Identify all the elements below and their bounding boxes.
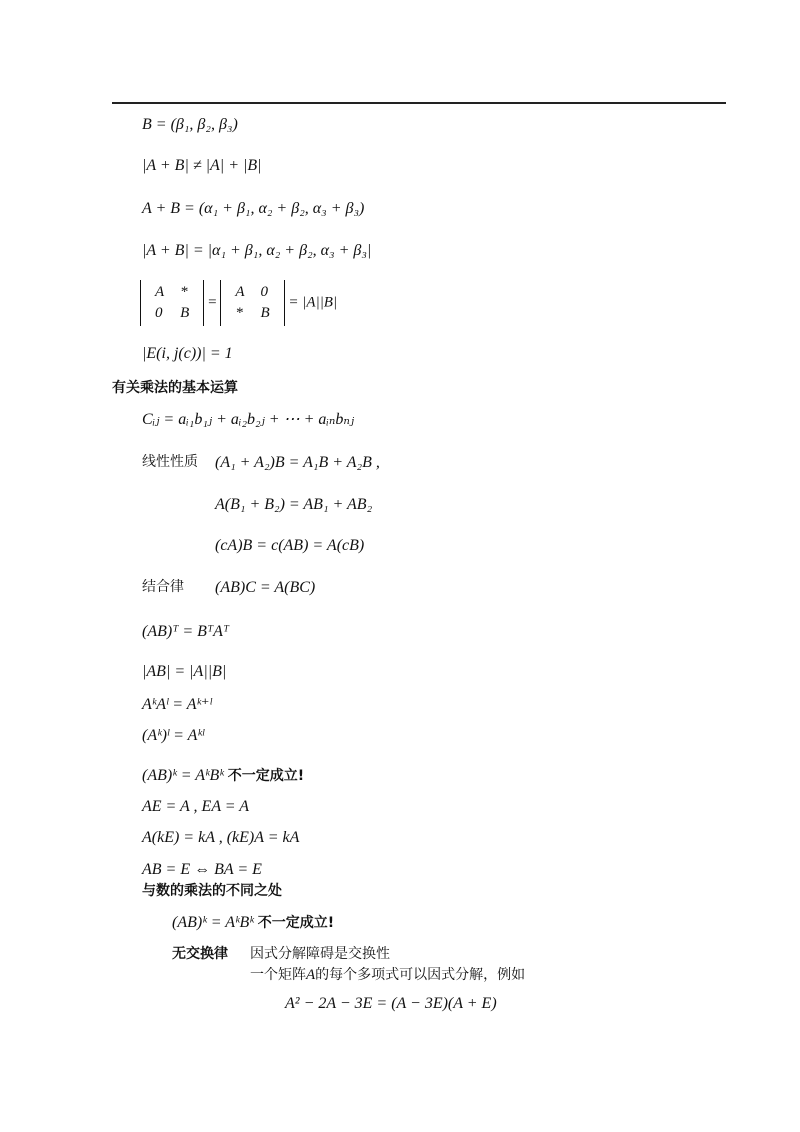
eq-elementary-det: |E(i, j(c))| = 1 — [142, 345, 233, 362]
cell: * — [235, 305, 243, 321]
note-not-always-repeat: 不一定成立! — [257, 915, 335, 931]
eq-power-power: (Aᵏ)ˡ = Aᵏˡ — [142, 727, 205, 744]
eq-power-ab-math: (AB)ᵏ = AᵏBᵏ — [142, 767, 224, 784]
eq-scalar-identity: A(kE) = kA , (kE)A = kA — [142, 829, 300, 846]
eq-identity: AE = A , EA = A — [142, 798, 250, 815]
eq-power-ab-repeat-math: (AB)ᵏ = AᵏBᵏ — [172, 914, 254, 931]
eq-transpose: (AB)ᵀ = BᵀAᵀ — [142, 623, 230, 640]
text-part: 一个矩阵 — [250, 967, 306, 983]
symbol-a: A — [306, 967, 316, 983]
cell: B — [260, 305, 270, 321]
equals-sign: = — [208, 294, 217, 311]
eq-linearity-2: A(B₁ + B₂) = AB₁ + AB₂ — [215, 496, 373, 513]
block-matrix-right — [220, 280, 284, 326]
eq-linearity-3: (cA)B = c(AB) = A(cB) — [215, 537, 365, 554]
section-heading-multiplication: 有关乘法的基本运算 — [112, 380, 238, 396]
label-no-commutativity: 无交换律 — [172, 946, 228, 962]
cell: * — [180, 284, 188, 300]
text-part: 的每个多项式可以因式分解，例如 — [315, 967, 526, 983]
label-linearity: 线性性质 — [142, 454, 198, 470]
cell: 0 — [260, 284, 268, 300]
eq-det-sum-columns: |A + B| = |α₁ + β₁, α₂ + β₂, α₃ + β₃| — [142, 242, 372, 259]
eq-block-determinant — [140, 280, 337, 326]
eq-b-columns: B = (β₁, β₂, β₃) — [142, 116, 238, 133]
eq-power-ab-repeat — [172, 915, 334, 931]
block-matrix-left — [140, 280, 204, 326]
cell: 0 — [155, 305, 163, 321]
eq-linearity-1: (A₁ + A₂)B = A₁B + A₂B , — [215, 454, 380, 471]
section-heading-differences: 与数的乘法的不同之处 — [142, 883, 282, 899]
eq-det-sum-neq: |A + B| ≠ |A| + |B| — [142, 157, 262, 174]
eq-sum-columns: A + B = (α₁ + β₁, α₂ + β₂, α₃ + β₃) — [142, 200, 365, 217]
cell: A — [155, 284, 165, 300]
det-product: = |A||B| — [288, 294, 338, 311]
top-rule — [112, 102, 726, 104]
eq-power-product: AᵏAˡ = Aᵏ⁺ˡ — [142, 696, 212, 713]
eq-det-product: |AB| = |A||B| — [142, 663, 227, 680]
eq-power-ab — [142, 768, 304, 784]
text-factorization-obstacle: 因式分解障碍是交换性 — [250, 946, 390, 962]
eq-factorization-example: A² − 2A − 3E = (A − 3E)(A + E) — [285, 995, 497, 1012]
text-polynomial-factor — [250, 968, 525, 983]
note-not-always: 不一定成立! — [227, 768, 305, 784]
cell: B — [180, 305, 190, 321]
eq-inverse-equivalence: AB = E ⇔ BA = E — [142, 861, 262, 878]
eq-associativity: (AB)C = A(BC) — [215, 579, 316, 596]
label-associativity: 结合律 — [142, 579, 184, 595]
eq-product-entry: Cᵢⱼ = aᵢ₁b₁ⱼ + aᵢ₂b₂ⱼ + ⋯ + aᵢₙbₙⱼ — [142, 411, 355, 428]
cell: A — [235, 284, 245, 300]
